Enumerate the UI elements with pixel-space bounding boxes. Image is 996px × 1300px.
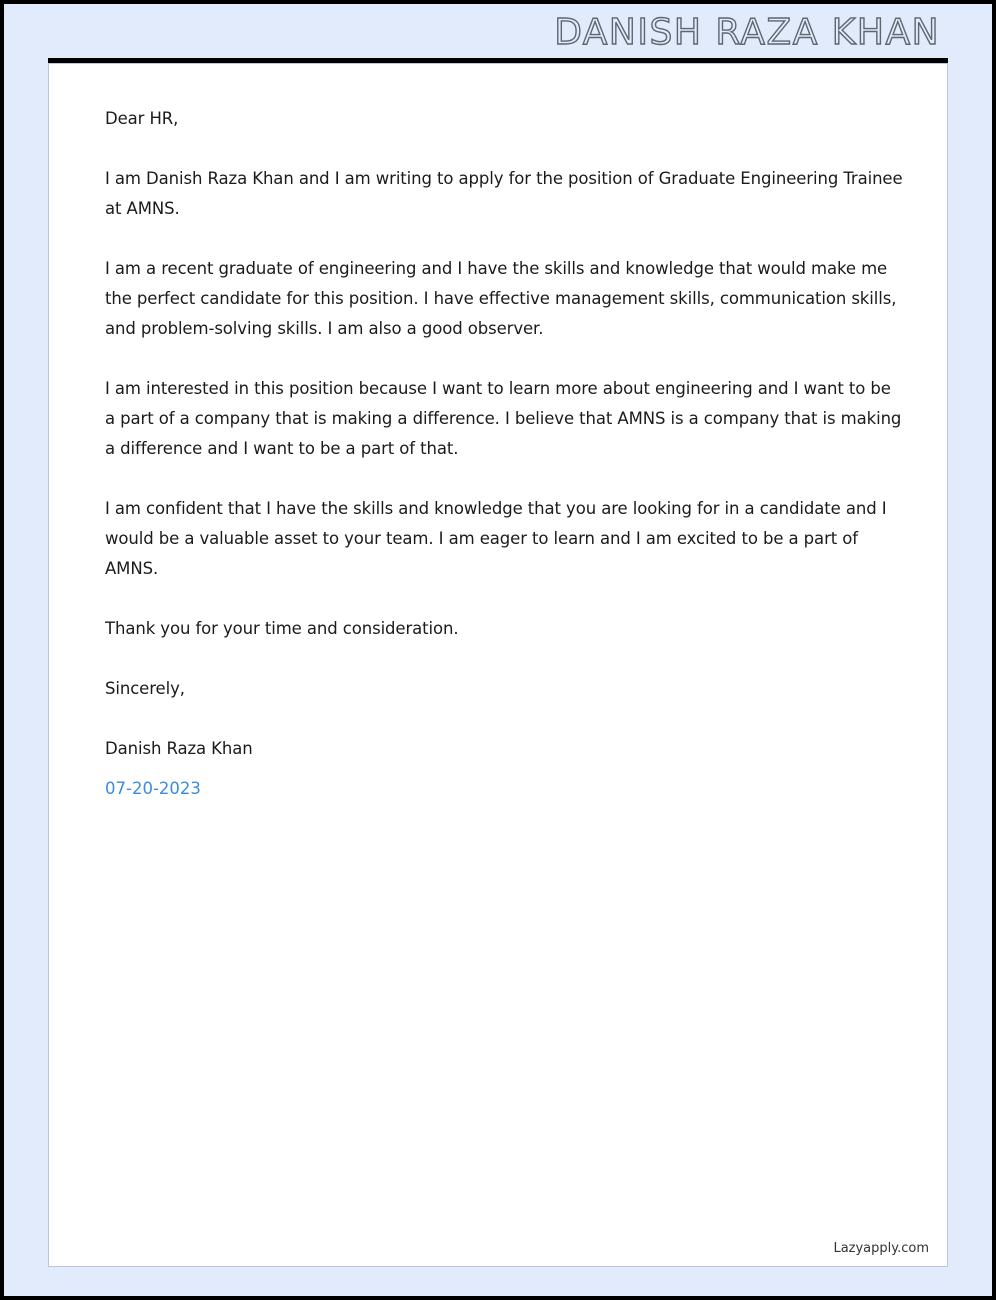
letter-paragraph-5: Thank you for your time and consideration. [105, 619, 459, 638]
letter-salutation: Dear HR, [105, 109, 179, 128]
letter-closing: Sincerely, [105, 679, 185, 698]
footer-brand: Lazyapply.com [833, 1241, 929, 1256]
letter-body [105, 104, 905, 804]
letter-date: 07-20-2023 [105, 779, 201, 798]
letter-sheet [48, 63, 948, 1267]
document-page [4, 4, 992, 1296]
letter-paragraph-4: I am confident that I have the skills and knowledge that you are looking for in a candidate and I would be a valuable asset to your team. I am eager to learn and I am excited to be a part of AMNS. [105, 499, 887, 578]
letter-paragraph-2: I am a recent graduate of engineering and I have the skills and knowledge that would make me the perfect candidate for this position. I have effective management skills, communication skills, and problem-solving skills. I am also a good observer. [105, 259, 897, 338]
page-title: DANISH RAZA KHAN [554, 11, 940, 53]
letter-signature-name: Danish Raza Khan [105, 739, 253, 758]
letter-paragraph-3: I am interested in this position because I want to learn more about engineering and I want to be a part of a company that is making a difference. I believe that AMNS is a company that is making a difference and I want to be a part of that. [105, 379, 902, 458]
letter-paragraph-1: I am Danish Raza Khan and I am writing to apply for the position of Graduate Engineering Trainee at AMNS. [105, 169, 903, 218]
document-header [4, 4, 992, 60]
